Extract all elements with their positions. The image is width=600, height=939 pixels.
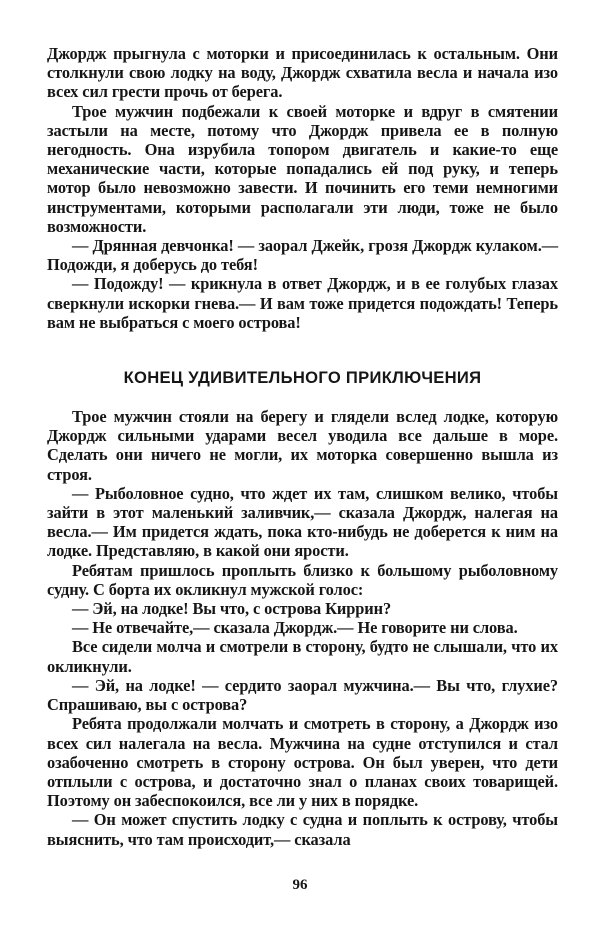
paragraph: — Дрянная девчонка! — заорал Джейк, грозя Джордж кулаком.— Подожди, я доберусь до тебя! [47,236,558,275]
paragraph: — Рыболовное судно, что ждет их там, слишком велико, чтобы зайти в этот маленький заливчик,— сказала Джордж, налегая на весла.— Им придется ждать, пока кто-нибудь не доберется к ним на лодке. Представляю, в какой они ярости. [47,483,558,561]
paragraph: Ребята продолжали молчать и смотреть в сторону, а Джордж изо всех сил налегала на весла. Мужчина на судне отступился и стал озабоченно смотреть в сторону острова. Он был уверен, что дети отплыли с острова, и достаточно знал о планах своих товарищей. Поэтому он забеспокоился, все ли у них в порядке. [47,714,558,811]
paragraph: — Эй, на лодке! — сердито заорал мужчина.— Вы что, глухие? Спрашиваю, вы с острова? [47,675,558,715]
page-number: 96 [292,877,308,893]
paragraph: Ребятам пришлось проплыть близко к большому рыболовному судну. С борта их окликнул мужской голос: [47,560,558,599]
paragraph: Трое мужчин подбежали к своей моторке и вдруг в смятении застыли на месте, потому что Джордж привела ее в полную негодность. Она изрубила топором двигатель и какие-то еще механические части, которые попадались ей под руку, и теперь мотор было невозможно завести. И починить его теми немногими инструментами, которыми располагали эти люди, тоже не было возможности. [47,101,558,236]
paragraph: — Не отвечайте,— сказала Джордж.— Не говорите ни слова. [72,618,518,638]
paragraph: — Подожду! — крикнула в ответ Джордж, и в ее голубых глазах сверкнули искорки гнева.— И вам тоже придется подождать! Теперь вам не выбраться с моего острова! [47,274,558,332]
paragraph: Джордж прыгнула с моторки и присоединилась к остальным. Они столкнули свою лодку на воду, Джордж схватила весла и начала изо всех сил грести прочь от берега. [47,44,558,102]
paragraph: Все сидели молча и смотрели в сторону, будто не слышали, что их окликнули. [47,637,558,676]
paragraph: — Он может спустить лодку с судна и поплыть к острову, чтобы выяснить, что там происходит,— сказала [47,810,558,849]
chapter-title: КОНЕЦ УДИВИТЕЛЬНОГО ПРИКЛЮЧЕНИЯ [123,368,482,388]
paragraph: — Эй, на лодке! Вы что, с острова Киррин? [72,599,392,619]
paragraph: Трое мужчин стояли на берегу и глядели вслед лодке, которую Джордж сильными ударами весел уводила все дальше в море. Сделать они ничего не могли, их моторка совершенно вышла из строя. [47,407,558,484]
